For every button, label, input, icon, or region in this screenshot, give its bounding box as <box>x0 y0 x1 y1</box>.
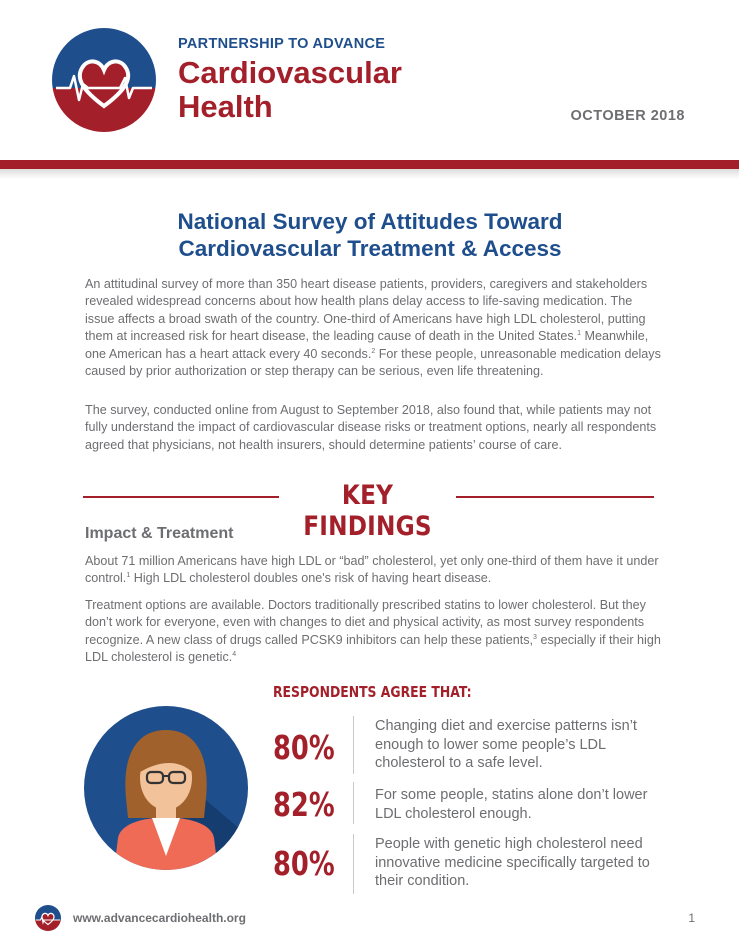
stat-text: People with genetic high cholesterol need innovative medicine specifically targeted to their condition. <box>375 836 650 889</box>
intro-paragraph-1: An attitudinal survey of more than 350 heart disease patients, providers, caregivers and stakeholders revealed widespread concerns about how health plans delay access to life-saving medication. The issue affects a broad swath of the country. One-third of Americans have high LDL cholesterol, putting them at increased risk for heart disease, the leading cause of death in the United States.$^1$ Meanwhile, one American has a heart attack every 40 seconds.$^2$ For these people, unreasonable medication delays caused by prior authorization or step therapy can be serious, even life threatening. <box>85 277 661 379</box>
page-number: 1 <box>688 911 695 925</box>
footer-heart-logo-icon <box>35 905 61 931</box>
key-findings-rule-left <box>83 496 279 498</box>
page-title: National Survey of Attitudes Toward Cardiovascular Treatment & Access <box>177 209 563 261</box>
org-name-main <box>178 56 402 124</box>
respondents-heading: RESPONDENTS AGREE THAT: <box>273 683 472 701</box>
org-name-line3: Health <box>178 89 273 124</box>
footer-website-link[interactable]: www.advancecardiohealth.org <box>73 911 246 925</box>
header-shadow <box>0 169 739 179</box>
publication-date: OCTOBER 2018 <box>570 108 685 124</box>
heart-logo-icon <box>52 28 156 132</box>
page-header <box>0 0 739 160</box>
doctor-avatar-icon <box>84 706 248 870</box>
stat-divider <box>353 782 354 824</box>
impact-paragraph-2: Treatment options are available. Doctors traditionally prescribed statins to lower cholesterol. But they don’t work for everyone, even with changes to diet and physical activity, as most survey respondents recognize. A new class of drugs called PCSK9 inhibitors can help these patients,$^3$ especially if their high LDL cholesterol is genetic.$^4$ <box>85 598 661 665</box>
impact-paragraph-1: About 71 million Americans have high LDL or “bad” cholesterol, yet only one-third of them have it under control.$^1$ High LDL cholesterol doubles one's risk of having heart disease. <box>85 554 659 586</box>
header-divider <box>0 160 739 169</box>
stat-percent: 80% <box>273 728 335 767</box>
impact-heading: Impact & Treatment <box>85 525 234 542</box>
key-findings-heading: KEY FINDINGS <box>303 480 432 542</box>
org-name-line1: PARTNERSHIP TO ADVANCE <box>178 36 386 52</box>
stat-text: For some people, statins alone don’t lower LDL cholesterol enough. <box>375 787 648 822</box>
stat-percent: 82% <box>273 785 335 824</box>
stat-divider <box>353 834 354 894</box>
stat-divider <box>353 716 354 774</box>
stat-text: Changing diet and exercise patterns isn’t enough to lower some people’s LDL cholesterol to a safe level. <box>375 718 637 771</box>
key-findings-rule-right <box>456 496 654 498</box>
stat-percent: 80% <box>273 844 335 883</box>
org-name-line2: Cardiovascular <box>178 55 402 90</box>
intro-paragraph-2: The survey, conducted online from August to September 2018, also found that, while patients may not fully understand the impact of cardiovascular disease risks or treatment options, nearly all respondents agreed that physicians, not health insurers, should determine patients’ course of care. <box>85 403 657 452</box>
